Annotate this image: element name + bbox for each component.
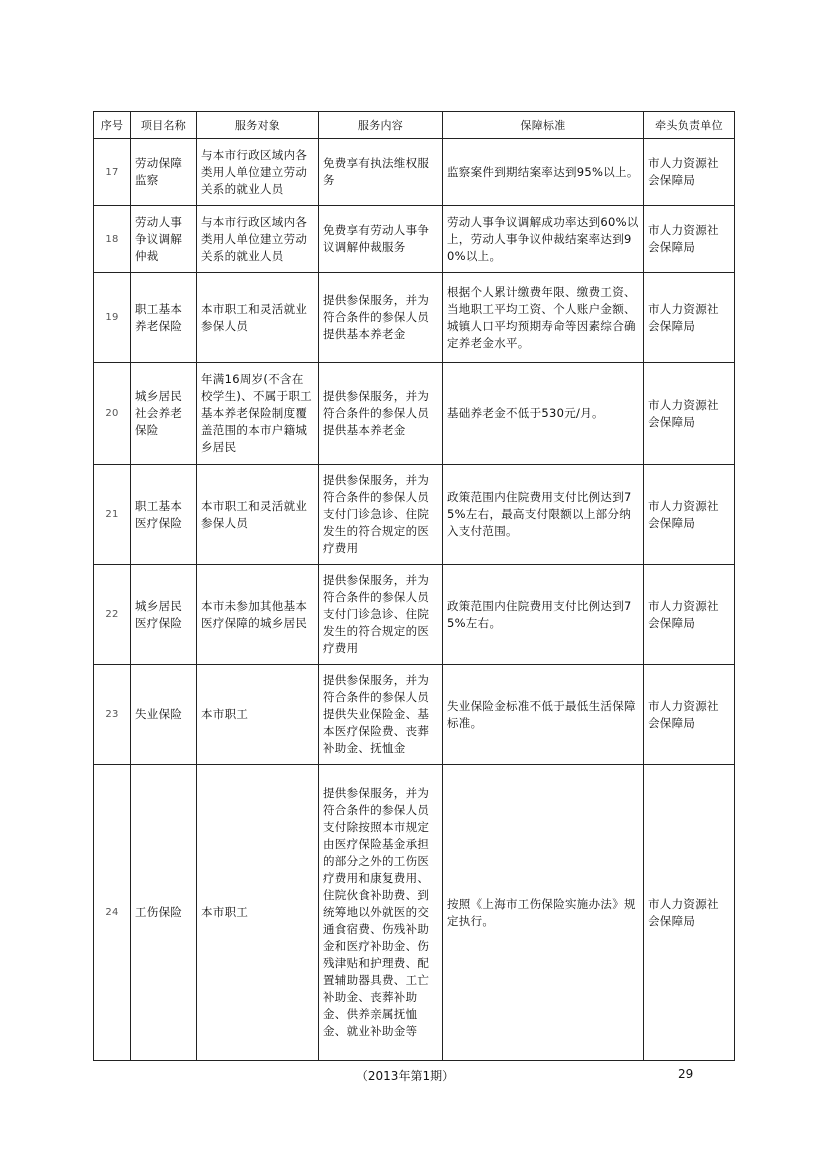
header-standard: 保障标准 [443,112,644,139]
row-standard: 劳动人事争议调解成功率达到60%以上，劳动人事争议仲裁结案率达到90%以上。 [443,206,644,273]
row-target: 年满16周岁(不含在校学生)、不属于职工基本养老保险制度覆盖范围的本市户籍城乡居民 [197,363,319,465]
row-no: 23 [94,665,131,765]
row-standard: 政策范围内住院费用支付比例达到75%左右。 [443,565,644,665]
row-no: 24 [94,765,131,1061]
row-no: 20 [94,363,131,465]
row-content: 免费享有执法维权服务 [319,139,443,206]
row-no: 17 [94,139,131,206]
row-standard: 按照《上海市工伤保险实施办法》规定执行。 [443,765,644,1061]
row-content: 提供参保服务，并为符合条件的参保人员支付门诊急诊、住院发生的符合规定的医疗费用 [319,565,443,665]
row-unit: 市人力资源社会保障局 [644,465,735,565]
row-unit: 市人力资源社会保障局 [644,765,735,1061]
row-target: 与本市行政区域内各类用人单位建立劳动关系的就业人员 [197,139,319,206]
row-unit: 市人力资源社会保障局 [644,273,735,363]
row-content: 提供参保服务，并为符合条件的参保人员提供基本养老金 [319,363,443,465]
issue-footer: （2013年第1期） [355,1069,455,1083]
header-content: 服务内容 [319,112,443,139]
table-row [94,139,735,206]
row-name: 职工基本养老保险 [131,273,197,363]
table-row [94,363,735,465]
table-row [94,665,735,765]
service-table [93,111,735,1061]
header-name: 项目名称 [131,112,197,139]
row-content: 提供参保服务，并为符合条件的参保人员提供基本养老金 [319,273,443,363]
row-unit: 市人力资源社会保障局 [644,363,735,465]
row-content: 提供参保服务，并为符合条件的参保人员提供失业保险金、基本医疗保险费、丧葬补助金、抚恤金 [319,665,443,765]
row-no: 22 [94,565,131,665]
table-row [94,565,735,665]
row-unit: 市人力资源社会保障局 [644,665,735,765]
row-target: 本市职工 [197,665,319,765]
header-no: 序号 [94,112,131,139]
row-target: 本市未参加其他基本医疗保障的城乡居民 [197,565,319,665]
row-content: 提供参保服务，并为符合条件的参保人员支付门诊急诊、住院发生的符合规定的医疗费用 [319,465,443,565]
row-name: 职工基本医疗保险 [131,465,197,565]
table-row [94,765,735,1061]
row-content: 提供参保服务，并为符合条件的参保人员支付除按照本市规定由医疗保险基金承担的部分之外的工伤医疗费用和康复费用、住院伙食补助费、到统筹地以外就医的交通食宿费、伤残补助金和医疗补助金、伤残津贴和护理费、配置辅助器具费、工亡补助金、丧葬补助金、供养亲属抚恤金、就业补助金等 [319,765,443,1061]
table-row [94,273,735,363]
row-name: 城乡居民医疗保险 [131,565,197,665]
row-target: 本市职工 [197,765,319,1061]
header-unit: 牵头负责单位 [644,112,735,139]
row-content: 免费享有劳动人事争议调解仲裁服务 [319,206,443,273]
table-header-row [94,112,735,139]
row-standard: 根据个人累计缴费年限、缴费工资、当地职工平均工资、个人账户金额、城镇人口平均预期寿命等因素综合确定养老金水平。 [443,273,644,363]
row-unit: 市人力资源社会保障局 [644,139,735,206]
row-standard: 基础养老金不低于530元/月。 [443,363,644,465]
row-name: 城乡居民社会养老保险 [131,363,197,465]
row-unit: 市人力资源社会保障局 [644,206,735,273]
table-row [94,206,735,273]
row-name: 劳动人事争议调解仲裁 [131,206,197,273]
row-standard: 失业保险金标准不低于最低生活保障标准。 [443,665,644,765]
row-target: 与本市行政区域内各类用人单位建立劳动关系的就业人员 [197,206,319,273]
row-no: 21 [94,465,131,565]
row-standard: 政策范围内住院费用支付比例达到75%左右，最高支付限额以上部分纳入支付范围。 [443,465,644,565]
header-target: 服务对象 [197,112,319,139]
row-name: 失业保险 [131,665,197,765]
row-no: 18 [94,206,131,273]
row-target: 本市职工和灵活就业参保人员 [197,273,319,363]
row-name: 劳动保障监察 [131,139,197,206]
row-no: 19 [94,273,131,363]
row-standard: 监察案件到期结案率达到95%以上。 [443,139,644,206]
row-target: 本市职工和灵活就业参保人员 [197,465,319,565]
row-unit: 市人力资源社会保障局 [644,565,735,665]
table-row [94,465,735,565]
row-name: 工伤保险 [131,765,197,1061]
page-number: 29 [678,1067,694,1081]
